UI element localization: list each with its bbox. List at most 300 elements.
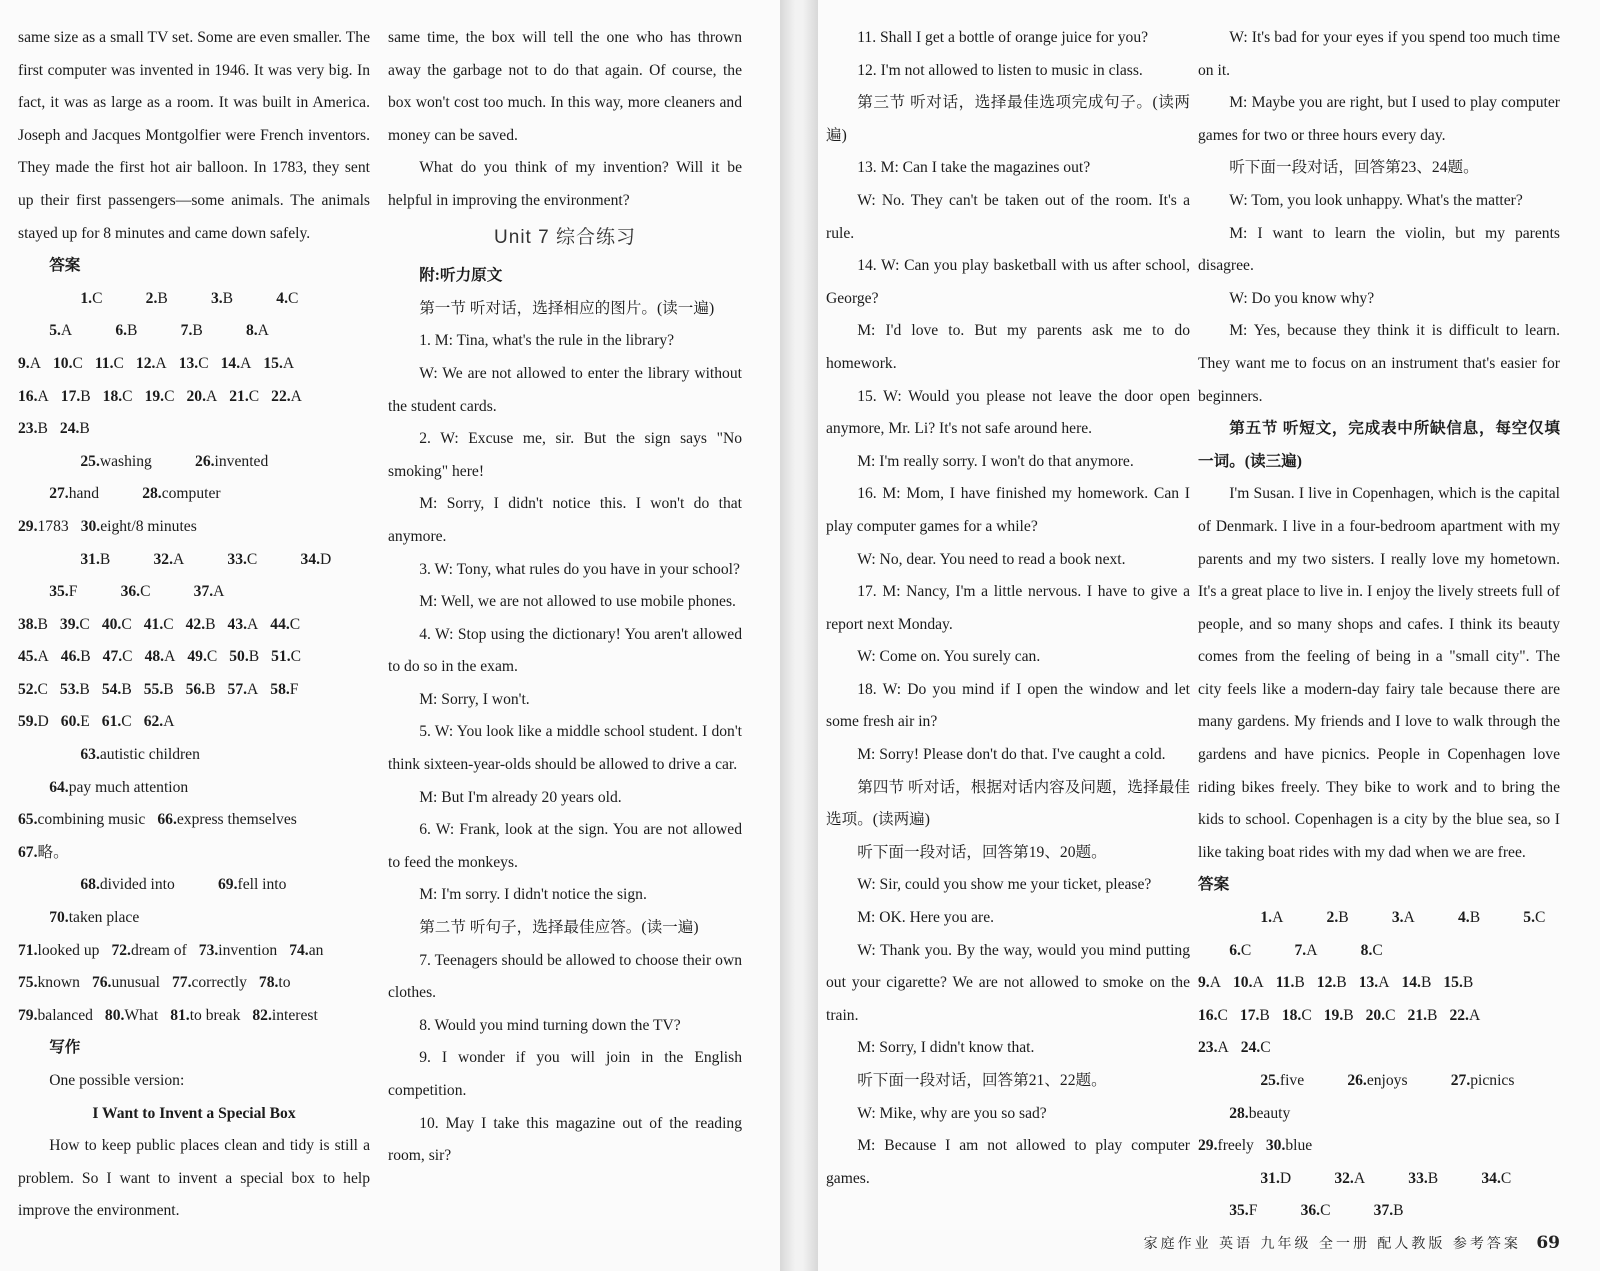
answer-number: 60.	[60, 713, 81, 731]
answer-value: A	[257, 322, 269, 340]
paragraph: 听下面一段对话，回答第21、22题。	[857, 1072, 1107, 1089]
answer-item	[1361, 902, 1415, 935]
answer-number: 37.	[1373, 1202, 1394, 1220]
answer-item	[60, 674, 90, 707]
answer-value: B	[80, 648, 91, 666]
paragraph: How to keep public places clean and tidy is still a problem. So I want to invent a special box to help improve the environment.	[18, 1137, 370, 1220]
answer-item	[1420, 1065, 1515, 1098]
answer-item	[1198, 1130, 1254, 1163]
answer-item	[1233, 967, 1264, 1000]
paragraph: I'm Susan. I live in Copenhagen, which is the capital of Denmark. I live in a four-bedroom apartment with my parents and my two sisters. I really love my hometown. It's a great place to live in. I enjoy the lively streets full of people, and so many shops and cafes. I think its beauty comes from the feeling of being in a "small city". The city feels like a modern-day fairy tale because there are many gardens. My friends and I love to walk through the gardens and have picnics. People in Copenhagen love riding bikes freely. They bike to work and to bring the kids to school. Copenhagen is a city by the blue sea, so I like taking boat rides with my dad when we are free.	[1198, 485, 1560, 861]
paragraph: M: Sorry, I didn't know that.	[857, 1039, 1035, 1057]
answer-item	[95, 348, 124, 381]
answer-number: 34.	[300, 550, 321, 568]
answer-value: an	[308, 941, 324, 959]
answer-number: 42.	[185, 615, 206, 633]
page-footer	[1144, 1233, 1560, 1253]
answer-item	[122, 544, 184, 577]
answer-item	[1324, 1000, 1354, 1033]
answer-row	[1198, 1000, 1560, 1033]
answer-number: 11.	[94, 354, 114, 372]
answer-number: 22.	[271, 387, 291, 405]
answer-number: 30.	[80, 517, 101, 535]
answer-number: 23.	[18, 420, 38, 438]
answer-value: A	[213, 583, 225, 601]
unit-title: Unit 7 综合练习	[494, 226, 636, 248]
answer-item	[1427, 902, 1480, 935]
answer-item	[1408, 1000, 1438, 1033]
answer-number: 37.	[193, 583, 214, 601]
answer-value: C	[246, 550, 258, 568]
answer-number: 35.	[1229, 1202, 1249, 1220]
answer-number: 67.	[18, 843, 38, 861]
answer-number: 26.	[195, 452, 215, 470]
answer-number: 46.	[60, 648, 81, 666]
answer-number: 31.	[1260, 1169, 1280, 1187]
answer-value: What	[124, 1006, 159, 1024]
paragraph: One possible version:	[49, 1072, 185, 1089]
answer-item	[245, 283, 298, 316]
answer-item	[196, 544, 257, 577]
paragraph: M: But I'm already 20 years old.	[419, 788, 622, 806]
answer-number: 6.	[115, 322, 128, 340]
answer-item	[270, 674, 298, 707]
answer-number: 18.	[102, 387, 123, 405]
paragraph: W: No, dear. You need to read a book next.	[857, 550, 1126, 568]
answer-value: B	[163, 680, 174, 698]
answer-number: 14.	[1401, 974, 1421, 992]
answer-number: 55.	[143, 680, 164, 698]
answer-number: 33.	[1408, 1169, 1428, 1187]
answer-value: washing	[99, 452, 152, 470]
answer-row	[1198, 1065, 1560, 1130]
answer-value: fell into	[237, 876, 287, 894]
paragraph: 听下面一段对话，回答第19、20题。	[857, 843, 1107, 861]
answer-item	[170, 1000, 240, 1033]
answer-number: 74.	[289, 941, 309, 959]
answer-item	[18, 576, 77, 609]
answer-value: A	[1272, 909, 1284, 927]
answer-number: 28.	[1229, 1104, 1249, 1122]
section-heading: 答案	[49, 257, 81, 275]
answer-number: 5.	[1523, 909, 1535, 927]
answer-number: 40.	[101, 615, 122, 633]
answer-number: 12.	[135, 354, 156, 372]
answer-number: 68.	[80, 876, 100, 894]
answer-item	[114, 283, 167, 316]
paragraph: 15. W: Would you please not leave the door open anymore, Mr. Li? It's not safe around here.	[826, 387, 1190, 438]
answer-number: 78.	[258, 974, 279, 992]
answer-value: C	[92, 289, 103, 307]
answer-number: 41.	[143, 615, 164, 633]
answer-item	[270, 609, 300, 642]
answer-item	[1317, 967, 1347, 1000]
answer-item	[186, 381, 217, 414]
answer-item	[1492, 902, 1545, 935]
answer-number: 2.	[1326, 909, 1339, 927]
paragraph: 12. I'm not allowed to listen to music in class.	[857, 61, 1143, 79]
answer-value: D	[1279, 1169, 1292, 1187]
answer-number: 47.	[102, 648, 123, 666]
answer-value: B	[248, 648, 260, 666]
answer-item	[263, 348, 294, 381]
answer-value: A	[1353, 1169, 1366, 1187]
answer-item	[92, 967, 160, 1000]
answer-item	[172, 967, 247, 1000]
answer-value: C	[121, 615, 132, 633]
paragraph: M: Yes, because they think it is difficult to learn. They want me to focus on an instrument that's easier for beginners.	[1198, 322, 1560, 405]
page-number: 69	[1536, 1233, 1560, 1253]
answer-value: 1783	[37, 517, 69, 535]
answer-value: C	[113, 354, 124, 372]
answer-item	[18, 511, 69, 544]
answer-number: 48.	[144, 648, 165, 666]
answer-number: 11.	[1275, 974, 1295, 992]
paragraph: 14. W: Can you play basketball with us after school, George?	[826, 257, 1190, 307]
answer-item	[103, 641, 133, 674]
answer-value: B	[1420, 974, 1432, 992]
answer-value: A	[155, 354, 167, 372]
answer-row	[18, 674, 370, 707]
paragraph: 第四节 听对话，根据对话内容及问题，选择最佳选项。(读两遍)	[826, 778, 1190, 829]
paragraph: 第一节 听对话，选择相应的图片。(读一遍)	[419, 299, 715, 317]
answer-value: enjoys	[1366, 1072, 1408, 1089]
answer-item	[1198, 1032, 1229, 1065]
answer-row	[18, 283, 370, 348]
answer-row	[18, 348, 370, 381]
answer-number: 7.	[180, 322, 193, 340]
answer-value: C	[1320, 1202, 1331, 1220]
answer-value: F	[68, 583, 78, 601]
answer-number: 22.	[1449, 1006, 1469, 1024]
answer-item	[18, 804, 145, 837]
answer-item	[1229, 902, 1283, 935]
answer-item	[1269, 1195, 1330, 1228]
answer-item	[18, 478, 99, 511]
column-2	[388, 22, 742, 1173]
answer-number: 13.	[178, 354, 199, 372]
answer-item	[1443, 967, 1473, 1000]
answer-value: B	[121, 680, 132, 698]
answer-number: 52.	[18, 680, 38, 698]
answer-row	[1198, 1032, 1560, 1065]
answer-item	[18, 772, 188, 805]
paragraph: M: Well, we are not allowed to use mobile phones.	[419, 593, 736, 611]
answer-item	[186, 609, 216, 642]
answer-item	[1410, 1228, 1441, 1230]
answer-row	[18, 641, 370, 674]
answer-value: C	[1534, 909, 1546, 927]
answer-item	[60, 609, 90, 642]
answer-value: A	[37, 648, 49, 666]
answer-value: F	[1248, 1202, 1258, 1220]
answer-item	[18, 641, 49, 674]
answer-number: 45.	[18, 648, 38, 666]
answer-number: 29.	[18, 517, 38, 535]
answer-number: 36.	[1300, 1202, 1321, 1220]
answer-number: 54.	[101, 680, 122, 698]
paragraph: 5. W: You look like a middle school student. I don't think sixteen-year-olds should be allowed to drive a car.	[388, 723, 742, 774]
answer-value: B	[79, 680, 90, 698]
paragraph: W: It's bad for your eyes if you spend too much time on it.	[1198, 29, 1560, 79]
answer-item	[18, 706, 49, 739]
answer-number: 44.	[270, 615, 290, 633]
answer-item	[269, 544, 331, 577]
answer-value: balanced	[37, 1006, 93, 1024]
answer-item	[164, 446, 268, 479]
answer-number: 64.	[49, 778, 69, 796]
answer-row	[18, 967, 370, 1000]
answer-number: 17.	[60, 387, 81, 405]
answer-value: B	[157, 289, 168, 307]
answer-number: 81.	[170, 1006, 190, 1024]
answer-value: C	[1301, 1006, 1312, 1024]
answer-value: A	[1403, 909, 1415, 927]
answer-number: 32.	[1334, 1169, 1354, 1187]
answer-number: 28.	[142, 485, 162, 503]
answer-value: taken place	[68, 909, 140, 927]
paragraph: 11. Shall I get a bottle of orange juice for you?	[857, 29, 1149, 46]
answer-item	[1366, 1000, 1396, 1033]
answer-value: 略。	[37, 843, 69, 861]
answer-number: 20.	[186, 387, 206, 405]
answer-item	[145, 381, 175, 414]
answer-item	[89, 576, 150, 609]
answer-value: C	[79, 615, 90, 633]
answer-number: 16.	[1198, 1006, 1218, 1024]
answer-number: 4.	[276, 289, 288, 307]
answer-number: 82.	[252, 1006, 272, 1024]
answer-number: 62.	[143, 713, 164, 731]
answer-number: 27.	[1450, 1072, 1471, 1089]
answer-number: 16.	[18, 387, 38, 405]
paragraph: W: No. They can't be taken out of the room. It's a rule.	[826, 191, 1190, 242]
answer-item	[60, 413, 90, 446]
answer-value: to break	[189, 1006, 241, 1024]
answer-item	[49, 739, 200, 772]
answer-item	[136, 348, 167, 381]
answer-value: B	[1469, 909, 1481, 927]
answer-item	[61, 641, 91, 674]
answer-item	[1198, 967, 1221, 1000]
answer-row	[1198, 1130, 1560, 1163]
paragraph: 4. W: Stop using the dictionary! You aren't allowed to do so in the exam.	[388, 625, 742, 676]
answer-number: 38.	[18, 615, 38, 633]
answer-value: C	[164, 387, 175, 405]
answer-number: 66.	[157, 811, 177, 829]
answer-item	[1449, 1000, 1480, 1033]
paragraph: 1. M: Tina, what's the rule in the library?	[419, 332, 675, 350]
paragraph: 7. Teenagers should be allowed to choose their own clothes.	[388, 951, 742, 1002]
answer-value: C	[289, 615, 301, 633]
column-1	[18, 22, 370, 1230]
answer-number: 70.	[49, 909, 69, 927]
paragraph: M: Sorry! Please don't do that. I've caught a cold.	[857, 746, 1166, 764]
answer-value: C	[72, 354, 83, 372]
paragraph: M: I want to learn the violin, but my parents disagree.	[1198, 224, 1560, 275]
answer-item	[61, 381, 91, 414]
answer-number: 56.	[185, 680, 206, 698]
answer-item	[1229, 1163, 1291, 1196]
answer-value: C	[1372, 941, 1383, 959]
answer-value: B	[1294, 974, 1305, 992]
answer-number: 6.	[1229, 941, 1241, 959]
paragraph: W: We are not allowed to enter the library without the student cards.	[388, 364, 742, 415]
answer-item	[252, 1000, 317, 1033]
answer-item	[1198, 1228, 1228, 1230]
answer-row	[18, 804, 370, 837]
answer-item	[229, 381, 259, 414]
answer-value: known	[37, 974, 80, 992]
answer-number: 59.	[18, 713, 38, 731]
answer-number: 49.	[187, 648, 207, 666]
answer-item	[1377, 1163, 1438, 1196]
answer-value: express themselves	[176, 811, 297, 829]
answer-item	[49, 283, 102, 316]
answer-value: A	[1252, 974, 1264, 992]
answer-value: B	[205, 680, 216, 698]
answer-item	[111, 478, 221, 511]
answer-number: 15.	[1443, 974, 1463, 992]
answer-value: C	[1240, 941, 1252, 959]
answer-value: A	[1378, 974, 1390, 992]
answer-row	[18, 837, 370, 870]
answer-row	[18, 381, 370, 414]
answer-number: 35.	[49, 583, 69, 601]
answer-value: C	[1385, 1006, 1396, 1024]
answer-number: 18.	[1281, 1006, 1302, 1024]
answer-number: 32.	[153, 550, 173, 568]
answer-item	[144, 609, 174, 642]
answer-number: 69.	[218, 876, 238, 894]
paragraph: 6. W: Frank, look at the sign. You are not allowed to feed the monkeys.	[388, 821, 742, 871]
answer-item	[1282, 1000, 1312, 1033]
answer-row	[18, 413, 370, 446]
answer-item	[103, 381, 133, 414]
answer-number: 1.	[1260, 909, 1273, 927]
paragraph: W: Mike, why are you so sad?	[857, 1104, 1047, 1122]
answer-number: 2.	[145, 289, 158, 307]
answer-value: C	[248, 387, 260, 405]
answer-item	[1359, 967, 1390, 1000]
answer-item	[145, 641, 176, 674]
answer-value: divided into	[99, 876, 175, 894]
answer-item	[228, 609, 259, 642]
answer-value: A	[1209, 974, 1221, 992]
answer-item	[162, 576, 224, 609]
answer-row	[1198, 967, 1560, 1000]
answer-number: 72.	[111, 941, 131, 959]
answer-item	[18, 609, 48, 642]
answer-number: 19.	[1323, 1006, 1344, 1024]
answer-value: invented	[214, 452, 269, 470]
answer-value: E	[80, 713, 90, 731]
answer-value: B	[37, 615, 48, 633]
answer-value: A	[1306, 941, 1318, 959]
answer-value: B	[1343, 1006, 1354, 1024]
answer-item	[1240, 1228, 1271, 1230]
paragraph	[18, 1228, 370, 1230]
answer-value: A	[1468, 1006, 1481, 1024]
section-heading: 第五节 听短文，完成表中所缺信息，每空仅填一词。(读三遍)	[1198, 420, 1560, 470]
answer-item	[84, 315, 137, 348]
answer-item	[1303, 1163, 1365, 1196]
answer-row	[1198, 1228, 1560, 1230]
answer-number: 43.	[227, 615, 248, 633]
answer-item	[229, 641, 259, 674]
paragraph: W: Thank you. By the way, would you mind putting out your cigarette? We are not allowed to smoke on the train.	[826, 941, 1190, 1024]
answer-item	[180, 283, 233, 316]
answer-value: B	[1393, 1202, 1404, 1220]
paragraph: same time, the box will tell the one who has thrown away the garbage not to do that again. Of course, the box won't cost too much. In this way, more cleaners and money can be saved.	[388, 29, 742, 144]
paragraph: 听下面一段对话，回答第23、24题。	[1229, 159, 1479, 177]
answer-number: 27.	[49, 485, 69, 503]
answer-value: dream of	[130, 941, 187, 959]
paragraph: 17. M: Nancy, I'm a little nervous. I have to give a report next Monday.	[826, 583, 1190, 633]
answer-number: 33.	[227, 550, 247, 568]
answer-item	[102, 609, 132, 642]
answer-item	[1325, 1228, 1356, 1230]
answer-value: B	[127, 322, 138, 340]
answer-number: 63.	[80, 746, 100, 764]
answer-item	[187, 641, 217, 674]
answer-value: correctly	[191, 974, 247, 992]
answer-item	[179, 348, 209, 381]
answer-value: picnics	[1470, 1072, 1515, 1089]
answer-row	[18, 1000, 370, 1033]
paragraph: M: I'm really sorry. I won't do that anymore.	[857, 452, 1134, 470]
answer-value: A	[60, 322, 73, 340]
answer-value: C	[140, 583, 151, 601]
answer-value: C	[121, 713, 132, 731]
paragraph: 8. Would you mind turning down the TV?	[419, 1016, 681, 1034]
answer-item	[1198, 935, 1251, 968]
answer-number: 75.	[18, 974, 38, 992]
answer-row	[1198, 902, 1560, 967]
answer-value: unusual	[111, 974, 160, 992]
answer-number: 25.	[1260, 1072, 1280, 1089]
column-4	[1198, 22, 1560, 1230]
paragraph: M: Sorry, I didn't notice this. I won't do that anymore.	[388, 495, 742, 545]
answer-item	[228, 674, 259, 707]
answer-value: C	[1217, 1006, 1228, 1024]
answer-value: interest	[271, 1006, 318, 1024]
answer-row	[18, 446, 370, 511]
answer-number: 77.	[171, 974, 192, 992]
answer-value: C	[287, 289, 299, 307]
answer-value: B	[37, 420, 48, 438]
left-page	[0, 0, 780, 1230]
answer-item	[144, 706, 175, 739]
answer-value: computer	[161, 485, 221, 503]
answer-value: eight/8 minutes	[100, 517, 197, 535]
paragraph: What do you think of my invention? Will it be helpful in improving the environment?	[388, 159, 742, 209]
answer-number: 73.	[198, 941, 219, 959]
answer-item	[1316, 1065, 1407, 1098]
answer-value: looked up	[37, 941, 100, 959]
answer-item	[18, 315, 72, 348]
answer-number: 57.	[227, 680, 248, 698]
paragraph: W: Come on. You surely can.	[857, 648, 1041, 666]
answer-number: 9.	[18, 354, 30, 372]
answer-item	[271, 641, 301, 674]
answer-value: C	[163, 615, 174, 633]
answer-value: C	[122, 648, 133, 666]
answer-number: 39.	[59, 615, 80, 633]
answer-number: 10.	[52, 354, 73, 372]
answer-item	[1229, 1065, 1304, 1098]
paragraph: 第二节 听句子，选择最佳应答。(读一遍)	[419, 919, 699, 937]
